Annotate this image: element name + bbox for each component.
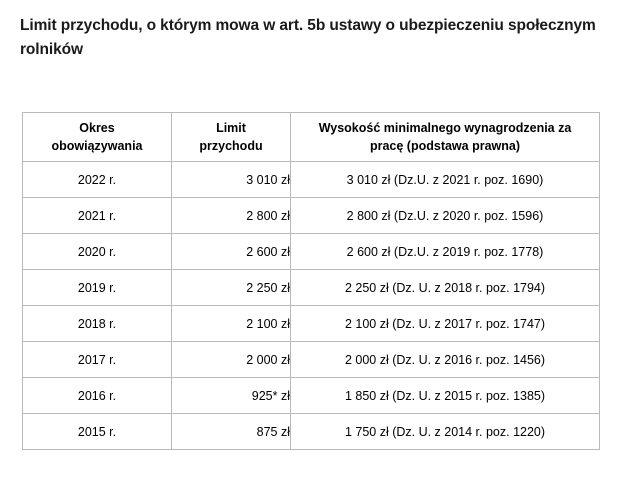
cell-okres: 2018 r.	[23, 306, 172, 342]
column-header-limit-line1: Limit	[216, 120, 246, 135]
cell-limit: 2 600 zł	[172, 234, 291, 270]
cell-wynagrodzenie: 2 100 zł (Dz. U. z 2017 r. poz. 1747)	[291, 306, 600, 342]
column-header-okres-line2: obowiązywania	[51, 139, 143, 153]
cell-limit: 925* zł	[172, 378, 291, 414]
limit-przychodu-table	[22, 112, 600, 450]
table-header-row	[23, 113, 600, 162]
cell-okres: 2017 r.	[23, 342, 172, 378]
cell-okres: 2021 r.	[23, 198, 172, 234]
cell-wynagrodzenie: 2 600 zł (Dz.U. z 2019 r. poz. 1778)	[291, 234, 600, 270]
table-row	[23, 306, 600, 342]
cell-wynagrodzenie: 2 800 zł (Dz.U. z 2020 r. poz. 1596)	[291, 198, 600, 234]
column-header-okres	[23, 113, 172, 162]
table-row	[23, 270, 600, 306]
cell-okres: 2022 r.	[23, 162, 172, 198]
cell-okres: 2016 r.	[23, 378, 172, 414]
limit-table-container	[22, 112, 596, 450]
cell-wynagrodzenie: 1 750 zł (Dz. U. z 2014 r. poz. 1220)	[291, 414, 600, 450]
cell-okres: 2020 r.	[23, 234, 172, 270]
table-row	[23, 414, 600, 450]
page-title: Limit przychodu, o którym mowa w art. 5b ustawy o ubezpieczeniu społecznym rolników	[20, 17, 596, 59]
cell-limit: 3 010 zł	[172, 162, 291, 198]
table-row	[23, 198, 600, 234]
cell-limit: 2 100 zł	[172, 306, 291, 342]
column-header-wynagrodzenie-line1: Wysokość minimalnego wynagrodzenia za	[318, 120, 572, 135]
table-header	[23, 113, 600, 162]
cell-limit: 875 zł	[172, 414, 291, 450]
table-row	[23, 162, 600, 198]
cell-limit: 2 250 zł	[172, 270, 291, 306]
cell-wynagrodzenie: 2 000 zł (Dz. U. z 2016 r. poz. 1456)	[291, 342, 600, 378]
cell-wynagrodzenie: 2 250 zł (Dz. U. z 2018 r. poz. 1794)	[291, 270, 600, 306]
column-header-limit	[172, 113, 291, 162]
column-header-limit-line2: przychodu	[199, 139, 263, 153]
cell-limit: 2 000 zł	[172, 342, 291, 378]
cell-okres: 2015 r.	[23, 414, 172, 450]
cell-wynagrodzenie: 1 850 zł (Dz. U. z 2015 r. poz. 1385)	[291, 378, 600, 414]
table-row	[23, 342, 600, 378]
cell-okres: 2019 r.	[23, 270, 172, 306]
table-row	[23, 234, 600, 270]
table-body	[23, 162, 600, 450]
cell-wynagrodzenie: 3 010 zł (Dz.U. z 2021 r. poz. 1690)	[291, 162, 600, 198]
column-header-wynagrodzenie	[291, 113, 600, 162]
column-header-okres-line1: Okres	[79, 120, 115, 135]
column-header-wynagrodzenie-line2: pracę (podstawa prawna)	[369, 139, 521, 153]
table-row	[23, 378, 600, 414]
cell-limit: 2 800 zł	[172, 198, 291, 234]
